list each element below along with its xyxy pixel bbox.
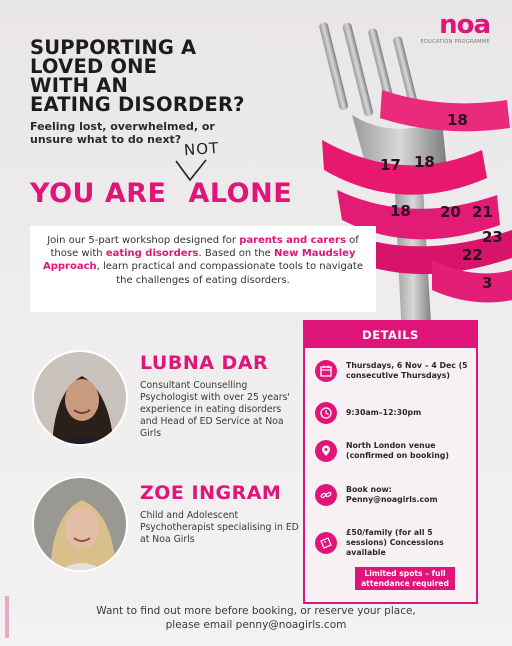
footer-email-line[interactable]: please email penny@noagirls.com	[165, 619, 347, 631]
headline	[30, 38, 290, 114]
detail-text: £50/family (for all 5 sessions) Concessions available	[346, 528, 444, 557]
calendar-icon	[315, 360, 337, 382]
location-pin-icon	[315, 440, 337, 462]
subheading-line: Feeling lost, overwhelmed, or	[30, 120, 215, 133]
tape-number: 22	[462, 246, 483, 264]
title-you-are: YOU ARE	[30, 178, 167, 209]
speaker-name: ZOE INGRAM	[140, 482, 282, 504]
limited-spots-badge: Limited spots – full attendance required	[355, 567, 455, 590]
tape-number: 21	[472, 203, 493, 221]
headline-line: SUPPORTING A	[30, 36, 197, 59]
clock-icon	[315, 402, 337, 424]
speaker-photo-zoe	[32, 476, 128, 572]
subheading-line: unsure what to do next?	[30, 133, 182, 146]
detail-row-booking[interactable]	[315, 484, 474, 506]
tape-number: 18	[447, 111, 468, 129]
subheading	[30, 120, 280, 146]
footer-line: Want to find out more before booking, or reserve your place,	[96, 605, 416, 617]
speaker-photo-lubna	[32, 350, 128, 446]
intro-highlight: New Maudsley Approach	[42, 248, 356, 273]
intro-highlight: eating disorders	[105, 248, 199, 260]
detail-text: 9:30am–12:30pm	[346, 408, 422, 417]
intro-text: of those with	[50, 235, 359, 260]
tape-number: 20	[440, 203, 461, 221]
headline-line: EATING DISORDER?	[30, 93, 245, 116]
detail-text: Thursdays, 6 Nov – 4 Dec (5 consecutive Thursdays)	[346, 361, 468, 380]
tape-number: 18	[390, 202, 411, 220]
footer-note	[0, 604, 512, 632]
intro-highlight: parents and carers	[239, 235, 346, 246]
headline-line: WITH AN	[30, 74, 128, 97]
details-panel	[303, 320, 478, 604]
details-title: DETAILS	[305, 322, 476, 348]
speaker-bio: Consultant Counselling Psychologist with over 25 years' experience in eating disorders and Head of ED Service at Noa Girls	[140, 380, 290, 439]
link-icon	[315, 484, 337, 506]
detail-row-time	[315, 402, 474, 424]
speaker-bio: Child and Adolescent Psychotherapist specialising in ED at Noa Girls	[140, 510, 299, 545]
intro-text: , learn practical and compassionate tools to navigate the challenges of eating disorders.	[96, 261, 363, 286]
intro-box	[30, 226, 376, 312]
logo-wordmark: noa	[439, 10, 490, 40]
intro-text: . Based on the	[198, 248, 274, 260]
detail-text: North London venue (confirmed on booking)	[346, 441, 449, 460]
speaker-name: LUBNA DAR	[140, 352, 269, 374]
ticket-icon	[315, 532, 337, 554]
you-are-not-alone-title	[30, 178, 292, 209]
detail-row-price	[315, 528, 474, 558]
tape-number: 3	[482, 274, 493, 292]
tape-number: 17	[380, 156, 401, 174]
detail-row-date	[315, 360, 474, 382]
detail-row-venue	[315, 440, 474, 462]
tape-number: 18	[414, 153, 435, 171]
logo-subtitle: EDUCATION PROGRAMME	[420, 39, 490, 45]
handwritten-not: NOT	[183, 138, 220, 160]
intro-text: Join our 5-part workshop designed for	[47, 235, 240, 246]
booking-email-link[interactable]: Book now: Penny@noagirls.com	[346, 485, 438, 504]
noa-logo	[421, 12, 490, 45]
headline-line: LOVED ONE	[30, 55, 158, 78]
tape-number: 23	[482, 228, 503, 246]
title-alone: ALONE	[188, 178, 293, 209]
